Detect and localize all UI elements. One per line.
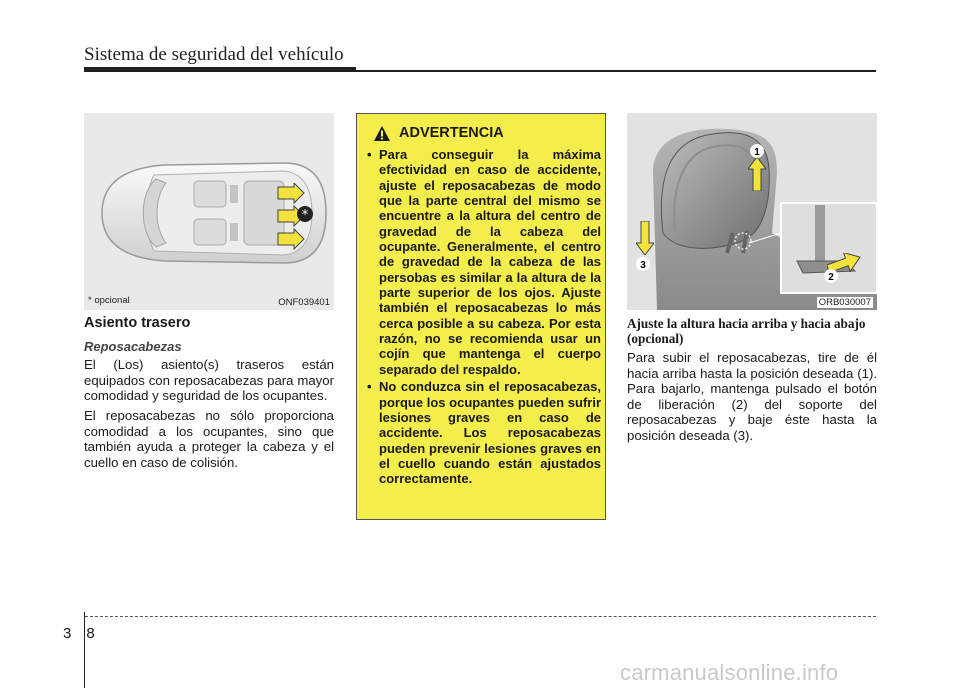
header-rule (84, 67, 356, 72)
page-number (63, 625, 95, 642)
headrest-figure (627, 113, 877, 310)
page-number-value: 8 (86, 625, 95, 642)
list-item (365, 147, 601, 377)
warning-triangle-icon (374, 126, 390, 141)
figure-code: ORB030007 (818, 297, 871, 308)
callout-number: 3 (640, 260, 646, 271)
callout-number: 1 (754, 147, 760, 158)
list-item-text: No conduzca sin el reposacabezas, porque los ocupantes pueden sufrir lesiones graves en caso de accidente. Los reposacabezas pueden prevenir lesiones graves en el cuello cuando están ajustados correctamente. (379, 379, 601, 487)
warning-title (374, 125, 504, 141)
rear-seat-section (84, 316, 334, 474)
warning-box (356, 113, 606, 520)
sub-heading: Reposacabezas (84, 338, 182, 354)
bullet: • (367, 147, 372, 162)
paragraph: Para subir el reposacabezas, tire de él hacia arriba hasta la posición deseada (1). Para bajarlo, mantenga pulsado el botón de liberación (2) del soporte del reposacabezas y baje éste hasta la posición deseada (3). (627, 350, 877, 443)
list-item-text: Para conseguir la máxima efectividad en caso de accidente, ajuste el reposacabezas de modo que la parte central del mismo se encuentre a la altura del centro de gravedad de la cabeza del ocupante. Generalmente, el centro de gravedad de la cabeza de las persobas es similar a la altura de la parte superior de los ojos. Ajuste también el reposacabezas lo más cerca posible a su cabeza. Por esta razón, no se recomienda usar un cojín que mantenga el cuerpo separado del respaldo. (379, 147, 601, 377)
figure-note: * opcional (88, 295, 130, 306)
warning-list (365, 147, 601, 489)
figure-code: ONF039401 (278, 297, 330, 308)
paragraph: El (Los) asiento(s) traseros están equipados con reposacabezas para mayor comodidad y seguridad de los ocupantes. (84, 357, 334, 404)
list-item (365, 379, 601, 486)
paragraph: El reposacabezas no sólo proporciona comodidad a los ocupantes, sino que también ayuda a proteger la cabeza y el cuello en caso de colisión. (84, 407, 334, 470)
callouts (627, 113, 877, 310)
callout-number: 2 (828, 272, 834, 283)
height-adjust-section (627, 316, 877, 448)
watermark: carmanualsonline.info (620, 660, 839, 685)
header-rule-thin (356, 70, 876, 72)
bullet: • (367, 379, 372, 395)
footer-rule (84, 612, 85, 688)
warning-title-text: ADVERTENCIA (399, 125, 504, 141)
section-heading: Asiento trasero (84, 315, 191, 331)
optional-star-icon (296, 205, 314, 223)
svg-text:*: * (301, 208, 309, 223)
chapter-number: 3 (63, 625, 72, 642)
car-top-view-figure (84, 113, 334, 310)
header-title: Sistema de seguridad del vehículo (84, 44, 344, 65)
section-heading: Ajuste la altura hacia arriba y hacia abajo (opcional) (627, 316, 866, 346)
footer-divider (85, 616, 876, 617)
